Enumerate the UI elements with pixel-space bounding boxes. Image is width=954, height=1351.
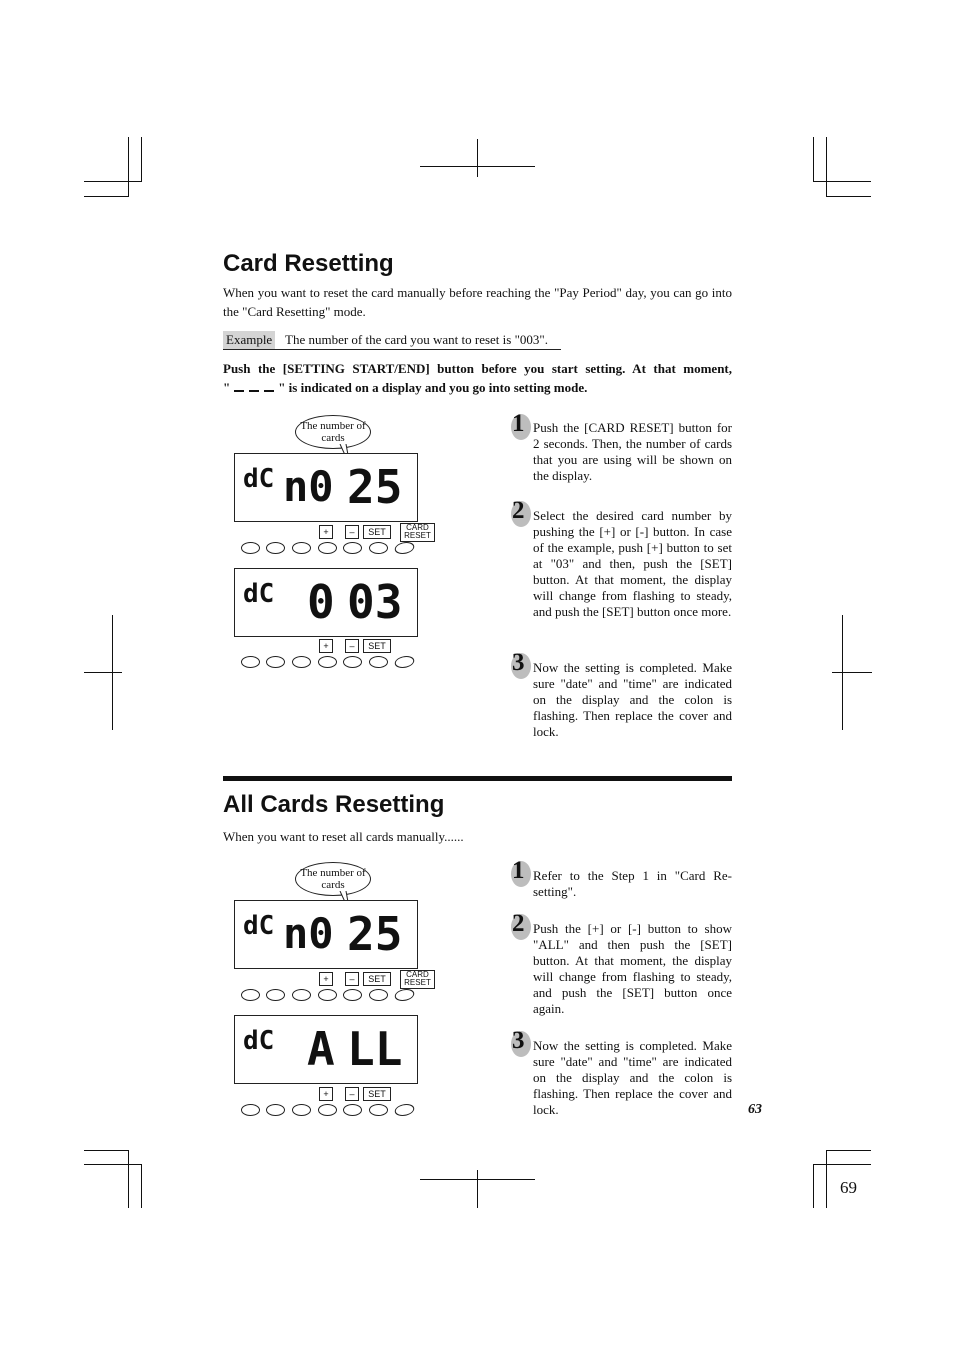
dash-segments-icon (230, 384, 278, 394)
step-number: 1 (512, 410, 525, 437)
plus-key: + (319, 639, 333, 653)
minus-key: – (345, 1087, 359, 1101)
display-digit: 0 (307, 575, 335, 629)
number-of-cards-bubble: The number of cards (295, 415, 371, 449)
instruction-line-2 (223, 378, 732, 397)
step-text: Now the setting is completed. Make sure "date" and "time" are indicated on the display and the colon is flashing. Then replace the cover and lock. (533, 660, 732, 739)
display-mode-text: dC (243, 579, 275, 609)
minus-key: – (345, 525, 359, 539)
step-text: Refer to the Step 1 in "Card Re-setting". (533, 868, 732, 899)
step-text: Select the desired card number by pushing the [+] or [-] button. In case of the example, push [+] button to set at "03" and then, push the [SET] button. At that moment, the display will change from flashing to steady, and push the [SET] button once more. (533, 508, 732, 619)
instruction-quote-open: " (223, 380, 231, 395)
section-intro: When you want to reset the card manually before reaching the "Pay Period" day, you can go into the "Card Resetting" mode. (223, 285, 732, 319)
plus-key: + (319, 525, 333, 539)
set-key: SET (363, 1087, 391, 1101)
number-of-cards-bubble: The number of cards (295, 862, 371, 896)
page-number: 69 (840, 1178, 857, 1197)
display-mode-text: dC (243, 911, 275, 941)
lcd-display (234, 453, 418, 522)
lcd-display-result (234, 1015, 418, 1084)
lcd-display-result (234, 568, 418, 637)
section-title-card-resetting: Card Resetting (223, 250, 394, 277)
step-text: Now the setting is completed. Make sure "date" and "time" are indicated on the display and the colon is flashing. Then replace the cover and lock. (533, 1038, 732, 1117)
card-reset-key: CARD RESET (400, 523, 435, 542)
display-value: 03 (347, 575, 403, 629)
minus-key: – (345, 972, 359, 986)
example-box (223, 331, 561, 350)
section-title-all-cards-resetting: All Cards Resetting (223, 791, 445, 818)
display-mode-text: dC (243, 1026, 275, 1056)
lcd-display (234, 900, 418, 969)
page-number-small: 63 (748, 1102, 762, 1117)
section-intro: When you want to reset all cards manually...... (223, 829, 464, 844)
example-text: The number of the card you want to reset is "003". (285, 332, 548, 347)
display-value: 25 (347, 460, 403, 514)
step-number: 3 (512, 1027, 525, 1054)
display-value: 25 (347, 907, 403, 961)
step-number: 2 (512, 910, 525, 937)
display-no-text: n0 (283, 462, 334, 511)
step-text: Push the [CARD RESET] button for 2 seconds. Then, the number of cards that you are using will be shown on the display. (533, 420, 732, 483)
display-letter: A (307, 1022, 335, 1076)
step-text: Push the [+] or [-] button to show "ALL" and then push the [SET] button. At that moment, the display will change from flashing to steady, and push the [SET] button once again. (533, 921, 732, 1016)
set-key: SET (363, 525, 391, 539)
set-key: SET (363, 639, 391, 653)
display-mode-text: dC (243, 464, 275, 494)
instruction-bold (223, 359, 732, 397)
step-number: 1 (512, 857, 525, 884)
minus-key: – (345, 639, 359, 653)
section-divider (223, 776, 732, 781)
example-label: Example (223, 331, 275, 349)
plus-key: + (319, 1087, 333, 1101)
step-number: 2 (512, 497, 525, 524)
card-reset-key: CARD RESET (400, 970, 435, 989)
instruction-line-1: Push the [SETTING START/END] button before you start setting. At that moment, (223, 361, 732, 376)
instruction-quote-close: " is indicated on a display and you go into setting mode. (278, 380, 588, 395)
plus-key: + (319, 972, 333, 986)
display-value: LL (347, 1022, 403, 1076)
step-number: 3 (512, 649, 525, 676)
display-no-text: n0 (283, 909, 334, 958)
set-key: SET (363, 972, 391, 986)
